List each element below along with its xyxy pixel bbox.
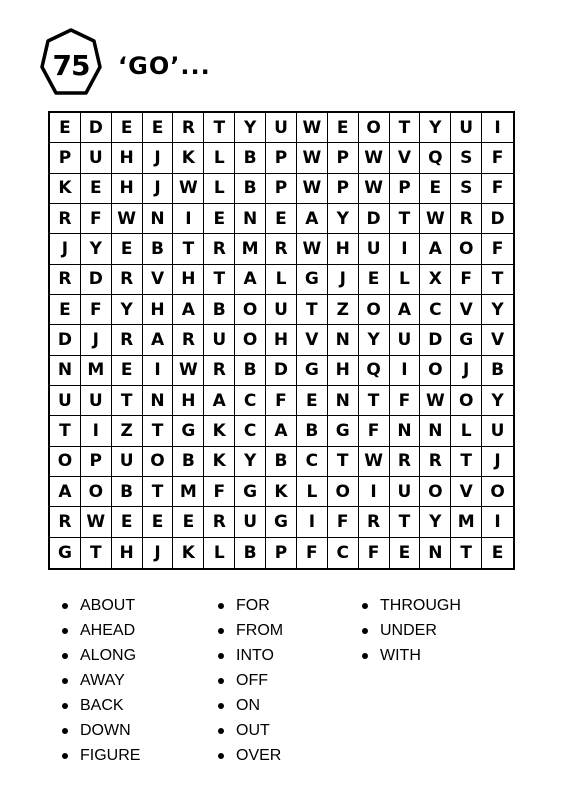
grid-cell: I <box>143 356 174 386</box>
grid-cell: E <box>491 542 504 563</box>
grid-cell: J <box>451 356 482 386</box>
grid-cell: A <box>50 477 81 507</box>
grid-cell: P <box>328 143 359 173</box>
grid-cell: H <box>112 174 143 204</box>
grid-cell: U <box>112 447 143 477</box>
grid-cell: M <box>81 356 112 386</box>
grid-cell: A <box>173 295 204 325</box>
grid-cell: Z <box>328 295 359 325</box>
grid-cell: O <box>420 356 451 386</box>
grid-cell: V <box>143 265 174 295</box>
bullet-icon <box>62 678 68 684</box>
grid-cell: E <box>359 265 390 295</box>
grid-cell: U <box>81 386 112 416</box>
word-list-item <box>62 593 140 618</box>
grid-cell: L <box>390 265 421 295</box>
grid-cell: H <box>143 295 174 325</box>
grid-cell: R <box>204 507 235 537</box>
word-label: OVER <box>236 746 282 764</box>
grid-cell: N <box>328 325 359 355</box>
grid-cell: U <box>390 325 421 355</box>
grid-cell: V <box>482 325 513 355</box>
grid-cell: E <box>50 113 81 143</box>
word-list-item <box>362 593 461 618</box>
grid-cell: F <box>359 416 390 446</box>
grid-cell: Y <box>235 447 266 477</box>
grid-cell: W <box>420 386 451 416</box>
grid-cell: D <box>266 356 297 386</box>
word-label: OFF <box>236 671 268 689</box>
grid-cell: G <box>173 416 204 446</box>
grid-cell: W <box>359 447 390 477</box>
grid-cell: N <box>420 538 451 568</box>
grid-cell: R <box>204 356 235 386</box>
grid-cell: O <box>482 477 513 507</box>
grid-cell: E <box>112 234 143 264</box>
grid-cell: U <box>266 113 297 143</box>
grid-cell: J <box>328 265 359 295</box>
grid-cell: E <box>297 386 328 416</box>
word-label: WITH <box>380 646 421 664</box>
bullet-icon <box>62 653 68 659</box>
word-list-item <box>62 618 140 643</box>
grid-cell: Y <box>482 386 513 416</box>
grid-cell: A <box>390 295 421 325</box>
grid-cell: G <box>297 265 328 295</box>
grid-cell: I <box>390 356 421 386</box>
grid-cell: D <box>420 325 451 355</box>
word-label: DOWN <box>80 721 131 739</box>
word-label: FIGURE <box>80 746 141 764</box>
grid-cell: J <box>143 174 174 204</box>
grid-cell: U <box>451 113 482 143</box>
word-list-item <box>62 743 140 768</box>
grid-cell: T <box>390 204 421 234</box>
grid-cell: E <box>112 507 143 537</box>
grid-cell: G <box>451 325 482 355</box>
bullet-icon <box>218 628 224 634</box>
grid-cell: F <box>81 295 112 325</box>
grid-cell: H <box>328 356 359 386</box>
grid-cell: R <box>266 234 297 264</box>
word-label: ABOUT <box>80 596 136 614</box>
word-label: OUT <box>236 721 270 739</box>
grid-cell: B <box>235 356 266 386</box>
grid-cell: P <box>50 143 81 173</box>
grid-cell: G <box>297 356 328 386</box>
grid-cell: F <box>297 538 328 568</box>
grid-cell: L <box>204 143 235 173</box>
word-label: ON <box>236 696 260 714</box>
grid-cell: E <box>81 174 112 204</box>
word-label: INTO <box>236 646 274 664</box>
grid-cell: N <box>143 386 174 416</box>
grid-cell: T <box>173 234 204 264</box>
grid-cell: P <box>266 538 297 568</box>
word-list-item <box>218 618 283 643</box>
word-label: AWAY <box>80 671 125 689</box>
puzzle-title: ‘GO’... <box>118 52 211 80</box>
grid-cell: T <box>50 416 81 446</box>
grid-cell: I <box>173 204 204 234</box>
grid-cell: F <box>482 234 513 264</box>
bullet-icon <box>362 653 368 659</box>
word-label: FOR <box>236 596 270 614</box>
grid-cell: B <box>235 538 266 568</box>
grid-cell: U <box>390 477 421 507</box>
grid-cell: O <box>328 477 359 507</box>
grid-cell: H <box>112 538 143 568</box>
grid-cell: O <box>359 295 390 325</box>
grid-cell: D <box>359 204 390 234</box>
word-list-item <box>62 718 140 743</box>
grid-cell: R <box>359 507 390 537</box>
grid-cell: O <box>235 295 266 325</box>
grid-cell: E <box>143 507 174 537</box>
grid-cell: N <box>143 204 174 234</box>
grid-cell: W <box>359 143 390 173</box>
grid-cell: L <box>204 538 235 568</box>
grid-cell: T <box>390 507 421 537</box>
grid-cell: I <box>482 113 513 143</box>
grid-cell: T <box>451 538 482 568</box>
grid-cell: V <box>297 325 328 355</box>
grid-cell: S <box>451 143 482 173</box>
grid-cell: R <box>204 234 235 264</box>
grid-cell: T <box>482 265 513 295</box>
grid-cell: J <box>81 325 112 355</box>
grid-cell: C <box>235 416 266 446</box>
grid-cell: A <box>235 265 266 295</box>
grid-cell: V <box>451 295 482 325</box>
bullet-icon <box>362 603 368 609</box>
grid-cell: U <box>50 386 81 416</box>
word-list-item <box>62 643 140 668</box>
grid-cell: N <box>390 416 421 446</box>
grid-cell: I <box>81 416 112 446</box>
grid-cell: D <box>81 265 112 295</box>
word-label: ALONG <box>80 646 137 664</box>
grid-cell: L <box>266 265 297 295</box>
grid-cell: V <box>451 477 482 507</box>
grid-cell: L <box>451 416 482 446</box>
grid-cell: R <box>420 447 451 477</box>
grid-cell: U <box>81 143 112 173</box>
grid-cell: B <box>235 143 266 173</box>
word-label: AHEAD <box>80 621 136 639</box>
grid-cell: J <box>482 447 513 477</box>
grid-cell: N <box>420 416 451 446</box>
grid-cell: F <box>359 538 390 568</box>
grid-cell: M <box>235 234 266 264</box>
grid-cell: T <box>359 386 390 416</box>
word-label: THROUGH <box>380 596 461 614</box>
grid-cell: D <box>482 204 513 234</box>
grid-cell: A <box>143 325 174 355</box>
grid-cell: R <box>50 204 81 234</box>
grid-cell: Y <box>482 295 513 325</box>
bullet-icon <box>218 603 224 609</box>
word-list-item <box>62 693 140 718</box>
grid-cell: O <box>451 386 482 416</box>
grid-cell: N <box>328 386 359 416</box>
grid-cell: C <box>328 538 359 568</box>
grid-cell: B <box>112 477 143 507</box>
grid-cell: T <box>81 538 112 568</box>
word-list-item <box>218 643 283 668</box>
grid-cell: P <box>266 174 297 204</box>
grid-cell: H <box>266 325 297 355</box>
puzzle-number: 75 <box>52 48 90 82</box>
word-list-item <box>218 593 283 618</box>
grid-cell: R <box>112 265 143 295</box>
grid-cell: T <box>143 416 174 446</box>
word-list-column-2 <box>218 593 283 768</box>
grid-cell: W <box>173 356 204 386</box>
grid-cell: H <box>173 265 204 295</box>
grid-cell: O <box>451 234 482 264</box>
grid-cell: W <box>420 204 451 234</box>
grid-cell: F <box>266 386 297 416</box>
grid-cell: E <box>112 113 143 143</box>
grid-cell: P <box>81 447 112 477</box>
grid-cell: W <box>297 143 328 173</box>
grid-cell: B <box>482 356 513 386</box>
grid-cell: E <box>328 113 359 143</box>
grid-cell: W <box>297 113 328 143</box>
word-list-item <box>218 718 283 743</box>
grid-cell: K <box>204 416 235 446</box>
grid-cell: W <box>359 174 390 204</box>
grid-cell: F <box>328 507 359 537</box>
grid-cell: N <box>235 204 266 234</box>
grid-cell: W <box>173 174 204 204</box>
grid-cell: U <box>266 295 297 325</box>
grid-cell: X <box>420 265 451 295</box>
grid-cell: T <box>112 386 143 416</box>
grid-cell: C <box>297 447 328 477</box>
grid-cell: Q <box>420 143 451 173</box>
grid-cell: H <box>328 234 359 264</box>
bullet-icon <box>362 628 368 634</box>
grid-cell: W <box>81 507 112 537</box>
word-list-column-1 <box>62 593 140 768</box>
grid-cell: Z <box>112 416 143 446</box>
grid-cell: M <box>451 507 482 537</box>
grid-cell: G <box>50 538 81 568</box>
grid-cell: W <box>112 204 143 234</box>
bullet-icon <box>218 678 224 684</box>
grid-cell: W <box>297 174 328 204</box>
grid-cell: V <box>390 143 421 173</box>
grid-cell: R <box>451 204 482 234</box>
grid-cell: R <box>390 447 421 477</box>
grid-cell: F <box>390 386 421 416</box>
word-label: BACK <box>80 696 124 714</box>
grid-cell: T <box>204 265 235 295</box>
word-list-item <box>218 668 283 693</box>
word-list-item <box>218 693 283 718</box>
grid-cell: A <box>297 204 328 234</box>
grid-cell: T <box>297 295 328 325</box>
grid-cell: P <box>266 143 297 173</box>
grid-cell: U <box>204 325 235 355</box>
grid-cell: E <box>112 356 143 386</box>
grid-cell: K <box>266 477 297 507</box>
grid-cell: F <box>482 143 513 173</box>
grid-cell: L <box>204 174 235 204</box>
grid-cell: R <box>50 507 81 537</box>
grid-cell: Y <box>328 204 359 234</box>
grid-cell: F <box>482 174 513 204</box>
grid-cell: H <box>112 143 143 173</box>
grid-cell: W <box>297 234 328 264</box>
word-list-item <box>62 668 140 693</box>
grid-cell: R <box>173 113 204 143</box>
grid-cell: M <box>173 477 204 507</box>
grid-cell: R <box>112 325 143 355</box>
grid-cell: O <box>50 447 81 477</box>
grid-cell: E <box>420 174 451 204</box>
grid-cell: K <box>173 143 204 173</box>
grid-cell: B <box>266 447 297 477</box>
grid-cell: J <box>143 143 174 173</box>
grid-cell: F <box>81 204 112 234</box>
grid-cell: U <box>359 234 390 264</box>
grid-cell: Y <box>81 234 112 264</box>
grid-cell: U <box>235 507 266 537</box>
word-list-column-3 <box>362 593 461 668</box>
grid-cell: D <box>50 325 81 355</box>
grid-cell: R <box>173 325 204 355</box>
grid-cell: Y <box>112 295 143 325</box>
grid-cell: E <box>204 204 235 234</box>
grid-cell: Y <box>235 113 266 143</box>
word-label: FROM <box>236 621 284 639</box>
bullet-icon <box>62 603 68 609</box>
grid-cell: U <box>482 416 513 446</box>
grid-cell: B <box>173 447 204 477</box>
word-search-grid <box>48 111 515 570</box>
grid-cell: R <box>50 265 81 295</box>
bullet-icon <box>62 703 68 709</box>
grid-cell: A <box>204 386 235 416</box>
grid-cell: T <box>390 113 421 143</box>
grid-cell: J <box>143 538 174 568</box>
grid-cell: E <box>390 538 421 568</box>
grid-cell: K <box>50 174 81 204</box>
bullet-icon <box>62 753 68 759</box>
grid-cell: O <box>81 477 112 507</box>
bullet-icon <box>218 728 224 734</box>
grid-cell: Y <box>359 325 390 355</box>
grid-cell: C <box>420 295 451 325</box>
grid-cell: K <box>204 447 235 477</box>
bullet-icon <box>218 703 224 709</box>
word-list-item <box>362 618 461 643</box>
grid-cell: P <box>328 174 359 204</box>
grid-cell: Y <box>420 113 451 143</box>
grid-cell: F <box>204 477 235 507</box>
bullet-icon <box>62 728 68 734</box>
grid-cell: E <box>173 507 204 537</box>
grid-cell: T <box>204 113 235 143</box>
word-list-item <box>218 743 283 768</box>
grid-cell: O <box>235 325 266 355</box>
grid-cell: F <box>451 265 482 295</box>
grid-cell: A <box>420 234 451 264</box>
grid-cell: O <box>420 477 451 507</box>
grid-cell: N <box>50 356 81 386</box>
grid-cell: H <box>173 386 204 416</box>
word-list-item <box>362 643 461 668</box>
grid-cell: C <box>235 386 266 416</box>
grid-cell: L <box>297 477 328 507</box>
grid-cell: G <box>328 416 359 446</box>
grid-cell: I <box>297 507 328 537</box>
grid-cell: S <box>451 174 482 204</box>
grid-cell: E <box>50 295 81 325</box>
bullet-icon <box>218 653 224 659</box>
grid-cell: T <box>143 477 174 507</box>
grid-cell: B <box>235 174 266 204</box>
grid-cell: I <box>390 234 421 264</box>
word-label: UNDER <box>380 621 437 639</box>
puzzle-number-badge <box>39 27 103 103</box>
grid-cell: Q <box>359 356 390 386</box>
grid-cell: I <box>359 477 390 507</box>
grid-cell: I <box>482 507 513 537</box>
grid-cell: E <box>143 113 174 143</box>
grid-cell: D <box>81 113 112 143</box>
grid-cell: B <box>297 416 328 446</box>
grid-cell: G <box>235 477 266 507</box>
grid-cell: A <box>266 416 297 446</box>
grid-cell: K <box>173 538 204 568</box>
grid-cell: T <box>328 447 359 477</box>
grid-cell: T <box>451 447 482 477</box>
bullet-icon <box>62 628 68 634</box>
grid-cell: O <box>143 447 174 477</box>
bullet-icon <box>218 753 224 759</box>
grid-cell: G <box>266 507 297 537</box>
grid-cell: J <box>50 234 81 264</box>
grid-cell: B <box>204 295 235 325</box>
grid-cell: E <box>266 204 297 234</box>
grid-cell: B <box>143 234 174 264</box>
grid-cell: O <box>359 113 390 143</box>
grid-cell: P <box>390 174 421 204</box>
grid-cell: Y <box>420 507 451 537</box>
